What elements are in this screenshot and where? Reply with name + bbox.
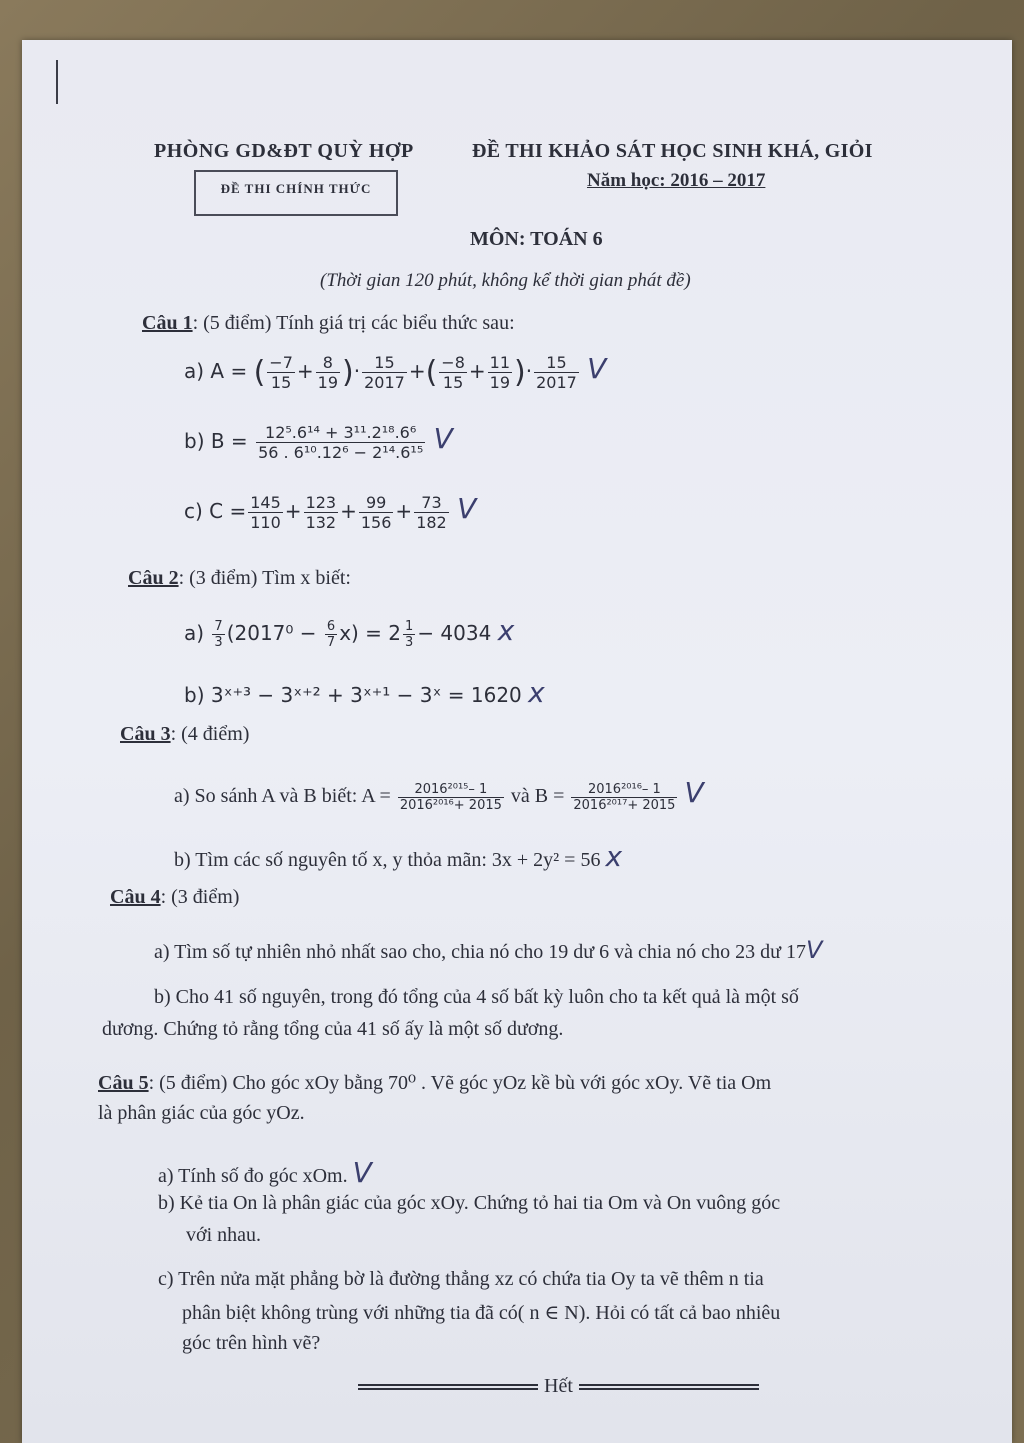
q3b-content: b) Tìm các số nguyên tố x, y thỏa mãn: 3x + 2y² = 56	[174, 849, 601, 871]
q5c-line2: phân biệt không trùng với những tia đã có( n ∈ N). Hỏi có tất cả bao nhiêu	[182, 1302, 781, 1324]
q3-heading	[120, 723, 249, 746]
q3a-B-denominator: 2016²⁰¹⁷+ 2015	[573, 797, 676, 813]
q5b-line1: b) Kẻ tia On là phân giác của góc xOy. Chứng tỏ hai tia Om và On vuông góc	[158, 1192, 781, 1214]
end-text: Hết	[544, 1375, 573, 1397]
q2a-prefix: a)	[184, 621, 205, 645]
end-rule-right	[579, 1384, 759, 1390]
q1c-prefix: c) C =	[184, 499, 247, 523]
q1b-denominator: 56 . 6¹⁰.12⁶ − 2¹⁴.6¹⁵	[258, 443, 424, 462]
q2a-expression: a) $\frac{7}{3}$ (2017⁰ − $\frac{6}{7}$ x) = 2 $\frac{1}{3}$ − 4034 x	[184, 614, 515, 650]
q4-heading	[110, 886, 239, 909]
cross-mark: x	[605, 840, 623, 873]
q5-heading	[98, 1070, 771, 1095]
q4a-content: a) Tìm số tự nhiên nhỏ nhất sao cho, chia nó cho 19 dư 6 và chia nó cho 23 dư 17	[154, 941, 807, 963]
q2a-part2: x) = 2	[339, 621, 402, 645]
check-mark: V	[457, 492, 477, 525]
cross-mark: x	[528, 676, 545, 709]
q2a-part3: − 4034	[417, 621, 492, 645]
q4b-line2: dương. Chứng tỏ rằng tổng của 41 số ấy là một số dương.	[102, 1018, 564, 1040]
q3b-text	[174, 840, 622, 873]
check-mark: V	[806, 936, 823, 964]
end-marker	[352, 1375, 765, 1398]
school-year: Năm học: 2016 – 2017	[587, 170, 766, 191]
q2b-text: b) 3ˣ⁺³ − 3ˣ⁺² + 3ˣ⁺¹ − 3ˣ = 1620	[184, 683, 522, 707]
exam-title: ĐỀ THI KHẢO SÁT HỌC SINH KHÁ, GIỎI	[472, 140, 873, 162]
q3a-B-numerator: 2016²⁰¹⁶– 1	[571, 782, 677, 798]
q5a-content: a) Tính số đo góc xOm.	[158, 1165, 348, 1187]
end-rule-left	[358, 1384, 538, 1390]
exam-paper	[22, 40, 1012, 1443]
department-name: PHÒNG GD&ĐT QUỲ HỢP	[154, 140, 414, 162]
q3a-prefix: a) So sánh A và B biết: A =	[174, 785, 391, 807]
q2-intro: : (3 điểm) Tìm x biết:	[178, 567, 351, 589]
q5b-line2: với nhau.	[186, 1224, 262, 1246]
pen-mark	[56, 60, 58, 104]
cross-mark: x	[497, 614, 515, 647]
q1a-prefix: a) A =	[184, 359, 248, 383]
q5-label: Câu 5	[98, 1072, 149, 1094]
q5a-text	[158, 1156, 372, 1189]
q4a-text	[154, 936, 822, 964]
official-stamp-box	[194, 170, 398, 216]
q1b-prefix: b) B =	[184, 429, 248, 453]
check-mark: V	[352, 1156, 372, 1189]
check-mark: V	[684, 776, 704, 809]
q5-intro-line1: : (5 điểm) Cho góc xOy bằng 70⁰ . Vẽ góc yOz kề bù với góc xOy. Vẽ tia Om	[148, 1072, 772, 1094]
q3-intro: : (4 điểm)	[170, 723, 250, 745]
q5c-line1: c) Trên nửa mặt phẳng bờ là đường thẳng xz có chứa tia Oy ta vẽ thêm n tia	[158, 1268, 764, 1290]
q4-intro: : (3 điểm)	[160, 886, 240, 908]
q1-heading	[142, 312, 515, 335]
q1a-expression: a) A = ( $\frac{-7}{15}$ + $\frac{8}{19}$ )· $\frac{15}{2017}$ +( $\frac{-8}{15}$ + $\frac{11}{19}$ )· $\frac{15}{2017}$ V	[184, 352, 607, 392]
subject-title: MÔN: TOÁN 6	[470, 228, 603, 250]
q5-intro-line2: là phân giác của góc yOz.	[98, 1102, 305, 1124]
q3-label: Câu 3	[120, 723, 171, 745]
check-mark: V	[587, 352, 607, 385]
q5c-line3: góc trên hình vẽ?	[182, 1332, 321, 1354]
check-mark: V	[433, 422, 453, 455]
official-label: ĐỀ THI CHÍNH THỨC	[220, 181, 372, 196]
q4-label: Câu 4	[110, 886, 161, 908]
q1-label: Câu 1	[142, 312, 193, 334]
q3a-A-numerator: 2016²⁰¹⁵– 1	[398, 782, 504, 798]
q3a-and: và B =	[510, 785, 565, 807]
q2-heading	[128, 567, 351, 590]
q1b-expression	[184, 422, 453, 462]
q1b-numerator: 12⁵.6¹⁴ + 3¹¹.2¹⁸.6⁶	[256, 423, 425, 443]
q2-label: Câu 2	[128, 567, 179, 589]
q4b-line1: b) Cho 41 số nguyên, trong đó tổng của 4 số bất kỳ luôn cho ta kết quả là một số	[154, 986, 799, 1008]
q1-intro: : (5 điểm) Tính giá trị các biểu thức sau:	[192, 312, 515, 334]
q2a-part1: (2017⁰ −	[226, 621, 317, 645]
q3a-text	[174, 776, 704, 813]
q3a-A-denominator: 2016²⁰¹⁶+ 2015	[399, 797, 502, 813]
q2b-expression	[184, 676, 545, 709]
time-note: (Thời gian 120 phút, không kể thời gian phát đề)	[320, 270, 691, 291]
q1c-expression: c) C = $\frac{145}{110}$ + $\frac{123}{132}$ + $\frac{99}{156}$ + $\frac{73}{182}$ V	[184, 492, 477, 532]
